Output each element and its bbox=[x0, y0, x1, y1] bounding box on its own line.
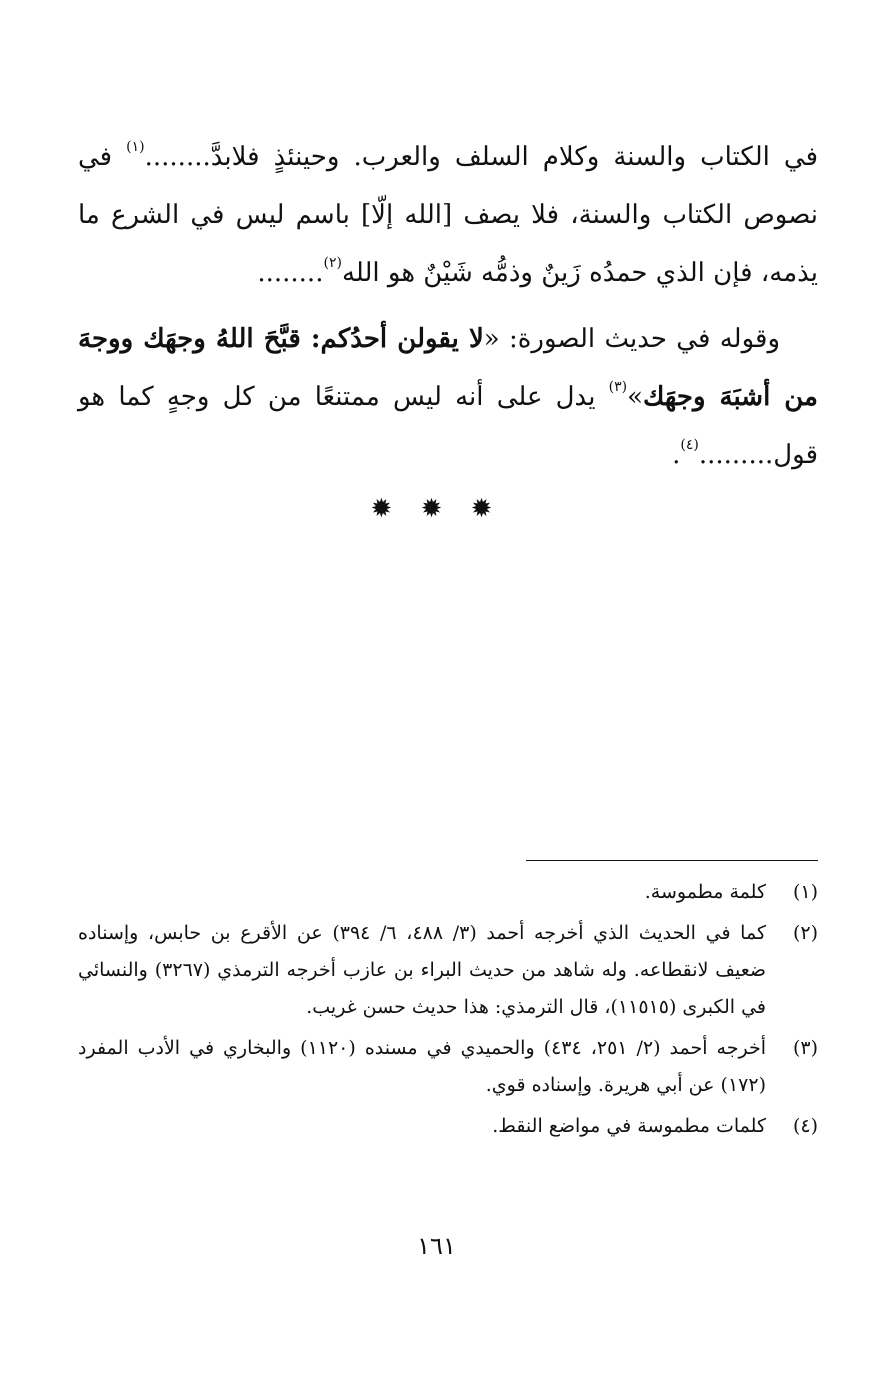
footnote-rule bbox=[526, 860, 818, 861]
footnote-number: (٤) bbox=[792, 1115, 818, 1137]
p1-text-c: ........ bbox=[257, 258, 324, 288]
page-number: ١٦١ bbox=[417, 1232, 456, 1260]
p1-text-a: في الكتاب والسنة وكلام السلف والعرب. وحينئذٍ فلابدَّ........ bbox=[144, 142, 818, 172]
p2-text-c: يدل على أنه ليس ممتنعًا من كل وجهٍ كما هو قول......... bbox=[78, 382, 818, 470]
main-text bbox=[78, 128, 818, 484]
p2-text-a: وقوله في حديث الصورة: « bbox=[483, 324, 780, 354]
footnote-ref-3: (٣) bbox=[608, 379, 628, 396]
footnote-text: كلمة مطموسة. bbox=[644, 881, 766, 903]
paragraph-1 bbox=[78, 128, 818, 302]
footnote-number: (٢) bbox=[792, 922, 818, 944]
footnote-ref-1: (١) bbox=[126, 139, 145, 156]
footnote-number: (١) bbox=[792, 881, 818, 903]
footnote-item bbox=[78, 1030, 818, 1104]
footnote-item bbox=[78, 1108, 818, 1145]
p1-text-b: في نصوص الكتاب والسنة، فلا يصف [الله إلّا] باسم ليس في الشرع ما يذمه، فإن الذي حمدُه زَينٌ وذمُّه شَيْنٌ هو الله bbox=[78, 142, 818, 288]
footnote-ref-4: (٤) bbox=[680, 437, 699, 454]
footnote-ref-2: (٢) bbox=[323, 255, 342, 272]
p2-text-b: » bbox=[627, 382, 644, 412]
footnote-text: كلمات مطموسة في مواضع النقط. bbox=[492, 1115, 766, 1137]
footnotes bbox=[78, 874, 818, 1149]
footnote-number: (٣) bbox=[792, 1037, 818, 1059]
footnote-text: كما في الحديث الذي أخرجه أحمد (٣/ ٤٨٨، ٦/ ٣٩٤) عن الأقرع بن حابس، وإسناده ضعيف لانقطاعه. وله شاهد من حديث البراء بن عازب أخرجه الترمذي (٣٢٦٧) والنسائي في الكبرى (١١٥١٥)، قال الترمذي: هذا حديث حسن غريب. bbox=[78, 922, 766, 1018]
hadith-quote: لا يقولن أحدُكم: قبَّحَ اللهُ وجهَك ووجهَ من أشبَهَ وجهَك bbox=[78, 324, 818, 412]
footnote-text: أخرجه أحمد (٢/ ٢٥١، ٤٣٤) والحميدي في مسنده (١١٢٠) والبخاري في الأدب المفرد (١٧٢) عن أبي هريرة. وإسناده قوي. bbox=[78, 1037, 766, 1096]
p2-text-d: . bbox=[672, 440, 681, 470]
paragraph-2 bbox=[78, 310, 818, 484]
ornament-divider: ✹ ✹ ✹ bbox=[370, 494, 503, 524]
footnote-item bbox=[78, 874, 818, 911]
footnote-item bbox=[78, 915, 818, 1026]
